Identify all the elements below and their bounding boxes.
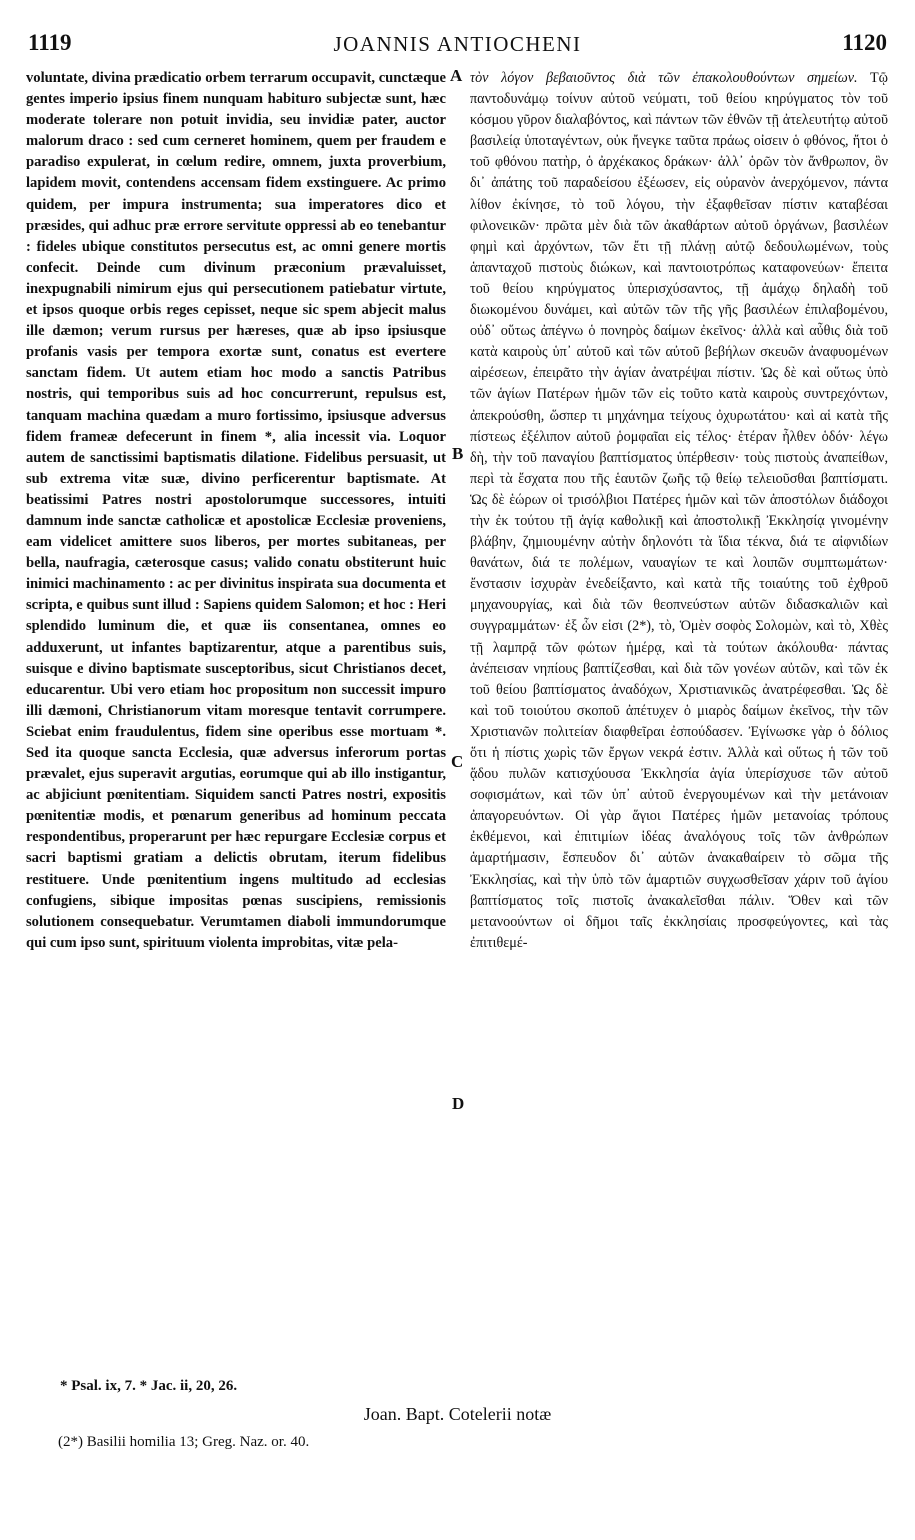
margin-letter-b: B: [452, 444, 464, 463]
left-page-number: 1119: [28, 30, 72, 55]
notes-title: Joan. Bapt. Cotelerii notæ: [363, 1404, 552, 1424]
margin-letter-a: A: [450, 66, 463, 85]
footnotes: * Psal. ix, 7. * Jac. ii, 20, 26.: [60, 1378, 238, 1394]
page-header: [28, 30, 887, 62]
margin-letter-d: D: [452, 1094, 465, 1113]
greek-text: Τῷ παντοδυνάμῳ τοίνυν αὐτοῦ νεύματι, τοῦ θείου κηρύγματος τὸν τοῦ κόσμου γῦρον διαλαβόντος, καὶ πάντων τῶν ἐθνῶν τῇ ἀτελευτήτῳ αὐτοῦ βασιλείᾳ ὑποταγέντων, οὐκ ἤνεγκε ταῦτα πράως οἰσειν ὁ φθόνος, ἤτοι ὁ τοῦ φθόνου πατὴρ, ὁ ἀρχέκακος δράκων· ἀλλ᾽ ὁρῶν τὸν ἄνθρωπον, ὃν δι᾽ ἀπάτης τοῦ παραδείσου ἐξέωσεν, εἰς οὐρανὸν ἀνερχόμενον, πάντα λίθον ἐκίνησε, τὸ τοῦ λόγου, τὴν ἐξαφθεῖσαν πίστιν καταβέσαι φιλονεικῶν· πρῶτα μὲν διὰ τῶν ἀκαθάρτων αὐτοῦ ὀργάνων, βασιλέων φημὶ καὶ ἀρχόντων, τῶν ἔτι τῇ πλάνῃ αὐτῷ δεδουλωμένων, τοὺς ἁπανταχοῦ πιστοὺς διώκων, καὶ παντοιοτρόπως καταφονεύων· ἔπειτα τοῦ θείου κηρύγματος ὑπερισχύσαντος, τῇ ἀμάχῳ δηλαδὴ τοῦ διωκομένου δυνάμει, καὶ αὐτῶν τῶν τῆς γῆς βασιλέων ἐπιλαβομένου, οὐδ᾽ οὕτως ἀπέγνω ὁ πονηρὸς δαίμων ἐκεῖνος· ἀλλὰ καὶ αὖθις διὰ τοῦ κατὰ καιροὺς ὑπ᾽ αὐτοῦ καὶ τῶν αὐτοῦ βεβήλων σκευῶν ἀναφυομένων αἱρέσεων, ἐπειρᾶτο τὴν ἁγίαν ἀνατρέψαι πίστιν. Ὡς δὲ καὶ οὕτως ὑπὸ τῶν ἁγίων Πατέρων ἡμῶν τῶν εἰς τοῦτο κατὰ καιροὺς συντρεχόντων, ἀπεκρούσθη, ὥσπερ τι μηχάνημα τείχους ὀχυρωτάτου· καὶ αἱ κατὰ τῆς πίστεως ἐξέλιπον αὐτοῦ ῥομφαῖαι εἰς τέλος· ἑτέραν ἦλθεν ὁδόν· λέγω δὴ, τὴν τοῦ παναγίου βαπτίσματος ὑπέρθεσιν· τοὺς πιστοὺς ἀναπείθων, περὶ τὰ ἔσχατα που τῆς ἑαυτῶν ζωῆς τῷ θείῳ τελειοῦσθαι βαπτίσματι. Ὡς δὲ ἑώρων οἱ τρισόλβιοι Πατέρες ἡμῶν καὶ τῶν ἀποστόλων διάδοχοι τὴν ἐκ τούτου τῇ ἁγίᾳ καθολικῇ καὶ ἀποστολικῇ Ἐκκλησίᾳ γινομένην βλάβην, ζημιουμένην αὐτὴν δηλονότι τὰ ἴδια τέκνα, διά τε αἰφνιδίων θανάτων, διά τε πολέμων, ναυαγίων τε καὶ λοιπῶν συμπτωμάτων· ἔνστασιν ἰσχυρὰν ἐνεδείξαντο, καὶ κατὰ τῆς τοιαύτης τοῦ ἐχθροῦ μηχανουργίας, καὶ διὰ τῶν θεοπνεύστων αὐτῶν διδασκαλιῶν καὶ συγγραμμάτων· ἐξ ὧν εἰσι (2*), τὸ, Ὁμὲν σοφὸς Σολομὼν, καὶ τὸ, Χθὲς τῇ λαμπρᾷ τῶν φώτων ἡμέρᾳ, καὶ τὰ τούτων ἀκόλουθα· πάντας ἀνέπεισαν νηπίους βαπτίζεσθαι, καὶ διὰ τῶν γονέων αὐτῶν, καὶ τῶν ἐκ τοῦ θείου βαπτίσματος ἀναδόχων, Χριστιανικῶς ἀνατρέφεσθαι. Ὡς δὲ καὶ τοῦ τοιούτου σκοποῦ ἀπέτυχεν ὁ μιαρὸς δαίμων ἐκεῖνος, τὴν τῶν Χριστιανῶν πολιτείαν διαφθεῖραι ἐσπούδασεν. Ἐγίνωσκε γὰρ ὁ δόλιος ὅτι ἡ πίστις χωρὶς τῶν ἔργων νεκρά ἐστιν. Ἀλλὰ καὶ οὕτως ἡ τῶν τοῦ ᾅδου πυλῶν κατισχύουσα Ἐκκλησία ἁγία ὑπερίσχυσε τῶν αὐτοῦ σοφισμάτων, καὶ τῶν ὑπ᾽ αὐτοῦ ἐνεργουμένων καὶ τὴν μετάνοιαν ἀπαγορευόντων. Οἱ γὰρ ἅγιοι Πατέρες ἡμῶν μετανοίας τρόπους ἐκθέμενοι, καὶ ἐπιτιμίων ἰδέας ἀναλόγους τοῖς τῶν ἀνθρώπων ἁμαρτήμασιν, ἔσπευδον δι᾽ αὐτῶν ἀνακαθαίρειν τὸ σῶμα τῆς Ἐκκλησίας, καὶ τὴν ὑπὸ τῶν ἁμαρτιῶν συγχωσθεῖσαν χάριν τοῦ ἁγίου βαπτίσματος τοῖς πιστοῖς ἀνακαλεῖσθαι πάλιν. Ὅθεν καὶ τῶν μετανοούντων οἱ δῆμοι ταῖς ἐκκλησίαις προσφεύγοντες, καὶ τὰς ἐπιτιθεμέ-: [470, 70, 888, 951]
greek-column: [470, 68, 888, 954]
margin-letter-c: C: [451, 752, 464, 771]
greek-paragraph: [470, 68, 888, 954]
right-page-number: 1120: [842, 30, 887, 55]
latin-text: voluntate, divina prædicatio orbem terrarum occupavit, cunctæque gentes imperio ipsius finem nunquam habituro subjectæ sunt, hæc moderate tolerare non potuit invidia, seu invidiæ pater, auctor malorum draco : sed cum cerneret hominem, quem per fraudem e paradiso expulerat, in cœlum redire, omnem, juxta proverbium, lapidem movit, contendens accensam fidem exstinguere. Ac primo quidem, per impura instrumenta; sua imperatores dico et præsides, qui adhuc præ errore servitute oppressi ab eo tenebantur : fideles ubique constitutos persecutus est, ac omni genere mortis confecit. Deinde cum divinum præconium prævaluisset, inexpugnabili nimirum ejus qui persecutionem patiebatur virtute, et ipsos quoque orbis reges cepisset, neque sic spem abjecit malus ille dæmon; verum rursus per hæreses, quæ ab ipso ipsiusque profanis vasis per tempora exortæ sunt, conatus est evertere sanctam fidem. Ut autem etiam hoc modo a sanctis Patribus nostris, qui temporibus suis ad hoc concurrerunt, repulsus est, tanquam machina quædam a muro fortissimo, ipsiusque adversus fidem frameæ defecerunt in finem *, alia incessit via. Loquor autem de sanctissimi baptismatis dilatione. Fidelibus persuasit, ut sub extrema vitæ suæ, divino perficerentur baptismate. At beatissimi Patres nostri apostolorumque successores, intuiti damnum inde sanctæ catholicæ et apostolicæ Ecclesiæ proveniens, eam videlicet amittere suos liberos, per mortes subitaneas, per bella, naufragia, cæterosque casus; valido conatu obstiterunt huic inimici machinamento : ac per divinitus inspirata sua documenta et scripta, e quibus sunt illud : Sapiens quidem Salomon; et hoc : Heri splendido luminum die, et quæ iis consentanea, omnes eo adduxerunt, ut infantes baptizarentur, atque a parentibus suis, suisque e divino baptismate susceptoribus, sicut Christianos decet, educarentur. Ubi vero etiam hoc propositum non successit impuro illi dæmoni, Christianorum vitam moresque tentavit corrumpere. Sciebat enim fraudulentus, fidem sine operibus esse mortuam *. Sed ita quoque sancta Ecclesia, quæ adversus inferorum portas prævalet, ejus superavit argutias, eorumque qui ab illo instigantur, ac abjiciunt pœnitentiam. Siquidem sancti Patres nostri, expositis pœnitentiæ modis, et pœnarum generibus ad hominum peccata respondentibus, properarunt per hæc repurgare Ecclesiæ corpus et sacri baptismi gratiam a delictis obrutam, iterum fidelibus restituere. Unde pœnitentium ingens multitudo ad ecclesias confugiens, sibique impositas pœnas suscipiens, remissionis solutionem consequebatur. Verumtamen diaboli immundorumque qui cum ipso sunt, spirituum violenta improbitas, vitæ pela-: [26, 70, 446, 951]
running-title: JOANNIS ANTIOCHENI: [333, 32, 582, 56]
greek-lead: τὸν λόγον βεβαιοῦντος διὰ τῶν ἐπακολουθούντων σημείων.: [470, 70, 858, 86]
latin-column: [26, 68, 446, 954]
notes-line: (2*) Basilii homilia 13; Greg. Naz. or. 40.: [58, 1434, 310, 1450]
